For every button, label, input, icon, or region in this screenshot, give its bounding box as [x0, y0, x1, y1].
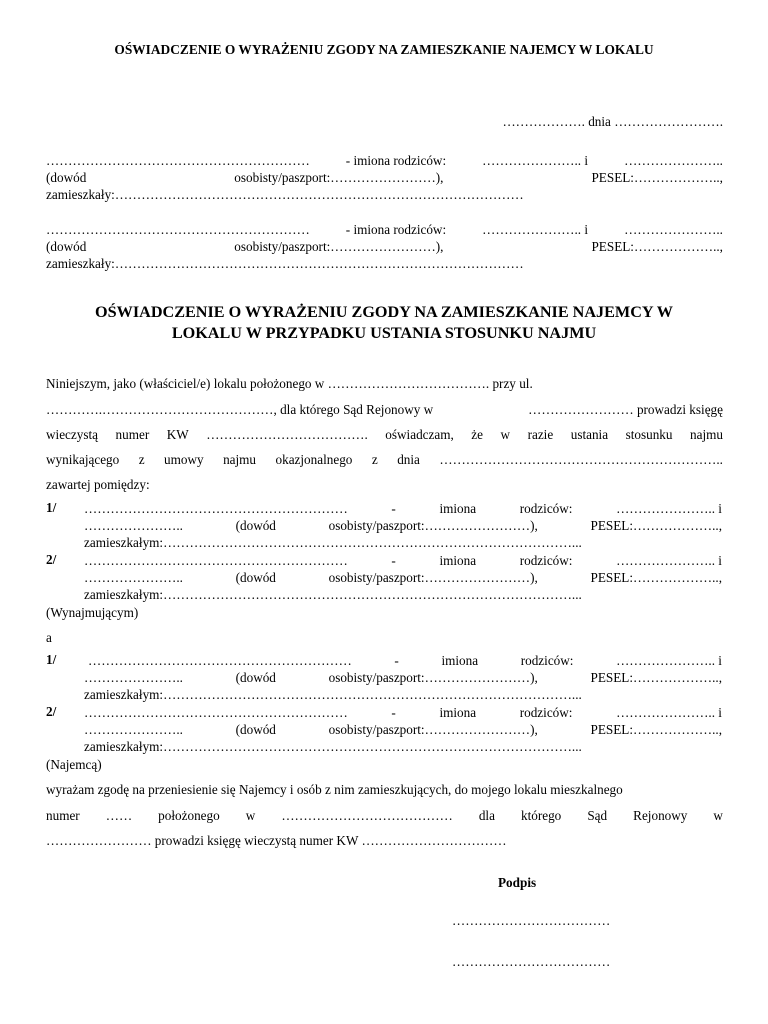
consent-line1: wyrażam zgodę na przeniesienie się Najemcy i osób z nim zamieszkujących, do mojego lokalu mieszkalnego	[46, 782, 623, 797]
landlord-label: (Wynajmującym)	[46, 605, 139, 620]
tenant-2-line1: …………………………………………………… - imiona rodziców: ………………….. i	[84, 705, 722, 720]
date-line: ………………. dnia …………………….	[502, 114, 723, 129]
landlord-1-line2: ………………….. (dowód osobisty/paszport:……………………), PESEL:………………..,	[84, 518, 722, 533]
landlord-1-line3: zamieszkałym:…………………………………………………………………………………...	[84, 535, 582, 550]
para1-line3: wieczystą numer KW ………………………………. oświadczam, że w razie ustania stosunku najmu	[46, 427, 723, 442]
tenant-2-line2: ………………….. (dowód osobisty/paszport:……………………), PESEL:………………..,	[84, 722, 722, 737]
tenant-1-number: 1/	[46, 652, 57, 667]
top-person-1-line2: (dowód osobisty/paszport:……………………), PESEL:………………..,	[46, 170, 723, 185]
para1-line5: zawartej pomiędzy:	[46, 477, 150, 492]
para1-line2: ………….…………………………………, dla którego Sąd Rejonowy w …………………… prowadzi księgę	[46, 402, 723, 417]
a-label: a	[46, 630, 52, 645]
top-person-2-line2: (dowód osobisty/paszport:……………………), PESEL:………………..,	[46, 239, 723, 254]
tenant-1-line2: ………………….. (dowód osobisty/paszport:……………………), PESEL:………………..,	[84, 670, 722, 685]
top-person-2-line1: …………………………………………………… - imiona rodziców: ………………….. i …………………..	[46, 222, 723, 237]
top-person-1-line1: …………………………………………………… - imiona rodziców: ………………….. i …………………..	[46, 153, 723, 168]
landlord-2-line2: ………………….. (dowód osobisty/paszport:……………………), PESEL:………………..,	[84, 570, 722, 585]
signature-label: Podpis	[498, 875, 537, 890]
landlord-2-line1: …………………………………………………… - imiona rodziców: ………………….. i	[84, 553, 722, 568]
tenant-label: (Najemcą)	[46, 757, 102, 772]
consent-line3: …………………… prowadzi księgę wieczystą numer KW ……………………………	[46, 833, 507, 848]
tenant-1-line3: zamieszkałym:…………………………………………………………………………………...	[84, 687, 582, 702]
signature-line-1: ………………………………	[452, 913, 611, 928]
top-person-1-line3: zamieszkały:…………………………………………………………………………………	[46, 187, 524, 202]
landlord-1-line1: …………………………………………………… - imiona rodziców: ………………….. i	[84, 501, 722, 516]
para1-line4: wynikającego z umowy najmu okazjonalnego z dnia ………………………………………………………..	[46, 452, 723, 467]
top-person-2-line3: zamieszkały:…………………………………………………………………………………	[46, 256, 524, 271]
tenant-2-line3: zamieszkałym:…………………………………………………………………………………...	[84, 739, 582, 754]
document-header: OŚWIADCZENIE O WYRAŻENIU ZGODY NA ZAMIESZKANIE NAJEMCY W LOKALU	[114, 42, 654, 57]
main-title: OŚWIADCZENIE O WYRAŻENIU ZGODY NA ZAMIESZKANIE NAJEMCY W LOKALU W PRZYPADKU USTANIA STOSUNKU NAJMU	[95, 303, 673, 342]
landlord-2-line3: zamieszkałym:…………………………………………………………………………………...	[84, 587, 582, 602]
landlord-1-number: 1/	[46, 500, 57, 515]
signature-line-2: ………………………………	[452, 954, 611, 969]
tenant-2-number: 2/	[46, 704, 57, 719]
consent-line2: numer …… położonego w ………………………………… dla którego Sąd Rejonowy w	[46, 808, 723, 823]
para1-line1: Niniejszym, jako (właściciel/e) lokalu położonego w ………………………………. przy ul.	[46, 376, 533, 391]
landlord-2-number: 2/	[46, 552, 57, 567]
tenant-1-line1: …………………………………………………… - imiona rodziców: ………………….. i	[88, 653, 722, 668]
